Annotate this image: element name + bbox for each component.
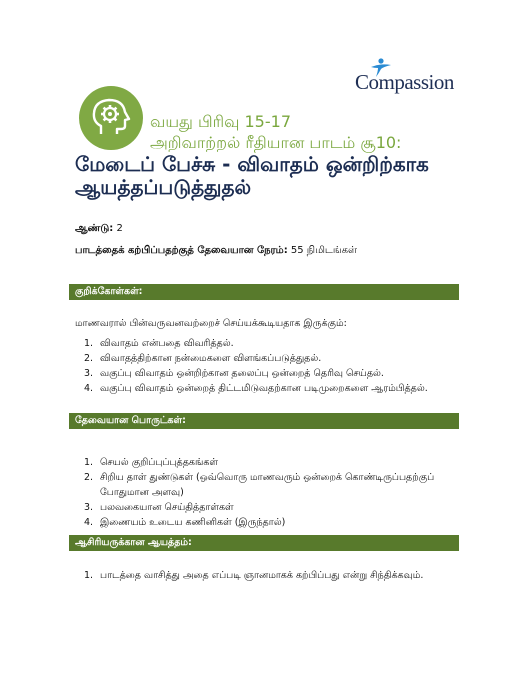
- materials-list: [80, 455, 434, 530]
- teacher-prep-heading: ஆசிரியருக்கான ஆயத்தம்:: [69, 535, 459, 551]
- year-value: 2: [116, 223, 123, 234]
- list-item: 4. இணையம் உடைய கணினிகள் (இருந்தால்): [84, 517, 286, 528]
- list-item: 1. விவாதம் என்பதை விவரித்தல்.: [84, 338, 234, 349]
- time-line: [75, 245, 357, 257]
- objectives-heading: குறிக்கோள்கள்:: [69, 284, 459, 300]
- objectives-intro: மாணவரால் பின்வருவனவற்றைச் செய்யக்கூடியதாக இருக்கும்:: [75, 318, 347, 329]
- time-label: பாடத்தைக் கற்பிப்பதற்குத் தேவையான நேரம்:: [75, 245, 288, 256]
- compassion-logo: [355, 58, 463, 98]
- materials-heading: தேவையான பொருட்கள்:: [69, 413, 459, 429]
- year-label: ஆண்டு:: [75, 223, 114, 234]
- list-item: 1. செயல் குறிப்புப்புத்தகங்கள்: [84, 457, 218, 468]
- lesson-number: அறிவாற்றல் ரீதியான பாடம் சூ10:: [150, 133, 402, 152]
- title-line-2: ஆயத்தப்படுத்துதல்: [75, 175, 252, 199]
- list-item-continuation: போதுமான அளவு): [100, 487, 184, 498]
- list-item: 2. விவாதத்திற்கான நன்மைகளை விளங்கப்படுத்துதல்.: [84, 353, 322, 364]
- list-item: 4. வகுப்பு விவாதம் ஒன்றைத் திட்டமிடுவதற்கான படிமுறைகளை ஆரம்பித்தல்.: [84, 383, 428, 394]
- title-line-1: மேடைப் பேச்சு - விவாதம் ஒன்றிற்காக: [75, 152, 429, 176]
- head-gear-icon: [79, 86, 143, 150]
- time-value: 55 நிமிடங்கள்: [290, 245, 358, 256]
- list-item: 1. பாடத்தை வாசித்து அதை எப்படி ஞானமாகக் கற்பிப்பது என்று சிந்திக்கவும்.: [84, 570, 424, 581]
- list-item: 3. வகுப்பு விவாதம் ஒன்றிற்கான தலைப்பு ஒன்றைத் தெரிவு செய்தல்.: [84, 368, 384, 379]
- logo-text: Compassion: [355, 70, 454, 94]
- age-range: வயது பிரிவு 15-17: [150, 112, 291, 131]
- list-item: 3. பலவகையான செய்தித்தாள்கள்: [84, 502, 234, 513]
- teacher-prep-list: [80, 568, 423, 583]
- objectives-list: [80, 336, 428, 396]
- page-title: [75, 153, 495, 199]
- list-item: 2. சிறிய தாள் துண்டுகள் (ஒவ்வொரு மாணவரும் ஒன்றைக் கொண்டிருப்பதற்குப் போதுமான அளவு): [84, 472, 435, 498]
- year-line: [75, 223, 123, 235]
